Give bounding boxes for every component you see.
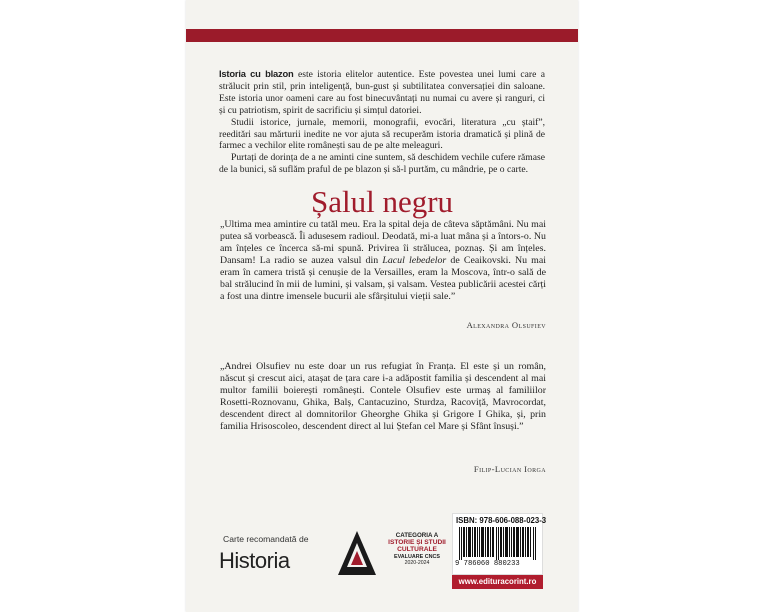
triangle-logo-icon <box>336 529 378 577</box>
recommended-by-label: Carte recomandată de <box>223 534 309 544</box>
barcode-digits: 9 786060 880233 <box>455 560 520 568</box>
quote-filip: „Andrei Olsufiev nu este doar un rus refugiat în Franța. El este și un român, născut și crescut aici, atașat de țara care i-a adăpostit familia și descendent al mai multor familii boierești românești. Contele Olsufiev este urmaș al familiilor Rosetti-Roznovanu, Ghika, Balș, Cantacuzino, Sturdza, Racoviță, Mavrocordat, descendent direct al domnitorilor Gheorghe Ghika și Grigore I Ghika, și, prin familia Hrisoscoleo, descendent direct al lui Ștefan cel Mare și Sfânt însuși.” <box>220 361 546 432</box>
category-line-1: CATEGORIA A <box>395 532 439 539</box>
intro-paragraph-1 <box>219 68 545 117</box>
intro-paragraph-3: Purtați de dorința de a ne aminti cine suntem, să deschidem vechile cufere rămase de la bunici, să suflăm praful de pe blazon și să-l purtăm, cu mândrie, pe o carte. <box>219 152 545 176</box>
book-back-cover <box>186 0 578 612</box>
quote1-text-a: „Ultima mea amintire cu tatăl meu. Era la spital deja de câteva săptămâni. Nu mai putea să vorbească. Îi adusesem radioul. Deodată, mi-a luat mâna și a întors-o. Nu am înțeles ce încerca să-mi spună. Privirea îi strălucea, poznaș. Și am înțeles. Dansam! La radio se auzea valsul din <box>220 219 546 266</box>
series-intro <box>219 68 545 176</box>
book-title: Șalul negru <box>310 184 454 219</box>
top-accent-band <box>186 29 578 42</box>
category-badge <box>336 526 456 580</box>
historia-logo: Historia <box>219 548 290 573</box>
isbn-barcode-box <box>452 513 547 575</box>
series-brand: Istoria cu blazon <box>219 68 294 79</box>
quote1-author: Alexandra Olsufiev <box>466 320 546 330</box>
barcode-icon <box>459 527 537 560</box>
category-line-4: 2020-2024 <box>404 560 430 567</box>
quote2-author: Filip-Lucian Iorga <box>473 464 546 474</box>
intro-p1-text: este istoria elitelor autentice. Este povestea unei lumi care a strălucit prin stil, prin inteligență, bun-gust și subtilitatea conversației din saloane. Este istoria unor oameni care au fost binecuvântați nu numai cu avere și ranguri, ci și cu patriotism, spirit de sacrificiu și simțul datoriei. <box>219 69 545 116</box>
isbn-number: ISBN: 978-606-088-023-3 <box>456 516 547 525</box>
intro-paragraph-2: Studii istorice, jurnale, memorii, monografii, evocări, literatura „cu ștaif”, reeditări sau mărturii inedite ne vor ajuta să recuperăm istoria dramatică și plină de farmec a vechilor elite românești sau de pe alte meleaguri. <box>219 116 545 152</box>
category-text <box>380 532 454 566</box>
quote1-italic-title: Lacul lebedelor <box>382 255 447 266</box>
category-line-2: ISTORIE ȘI STUDII CULTURALE <box>388 539 446 554</box>
quote-alexandra <box>220 219 546 303</box>
publisher-website[interactable]: www.edituracorint.ro <box>452 575 543 589</box>
category-line-3: EVALUARE CNCS <box>393 554 441 561</box>
quote1-text-b: de Ceaikovski. Nu mai eram în camera tristă și cenușie de la Versailles, eram la Moscova, într-o sală de bal strălucind în mii de lumini, și valsam, și valsam. Vestea publicării acestei cărți a fost una dintre imensele bucurii ale sfârșitului vieții sale.” <box>220 255 546 302</box>
